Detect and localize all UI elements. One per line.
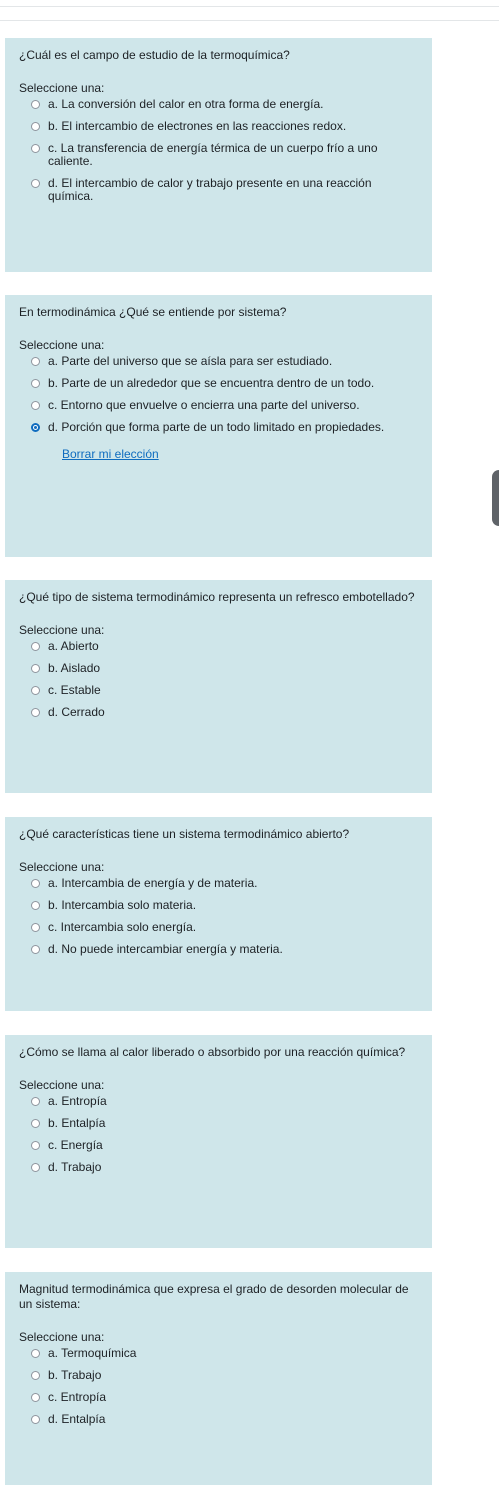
option-label: a. Abierto [48, 639, 99, 653]
option-b[interactable] [19, 1369, 418, 1382]
side-drawer-handle[interactable] [492, 470, 499, 526]
option-label: c. Entropía [48, 1390, 107, 1404]
option-label: d. El intercambio de calor y trabajo presente en una reacción química. [48, 176, 372, 203]
option-label: c. Intercambia solo energía. [48, 920, 197, 934]
radio-button[interactable] [31, 945, 40, 954]
option-c[interactable] [19, 921, 418, 934]
select-one-label: Seleccione una: [19, 623, 105, 637]
option-label: b. Entalpía [48, 1116, 106, 1130]
question-card-2 [5, 295, 432, 557]
option-d[interactable] [19, 1161, 418, 1174]
radio-button[interactable] [31, 879, 40, 888]
select-one-label: Seleccione una: [19, 81, 105, 95]
radio-button[interactable] [31, 1349, 40, 1358]
top-divider [0, 20, 499, 21]
answer-options [19, 877, 418, 956]
radio-button[interactable] [31, 664, 40, 673]
question-text: ¿Qué tipo de sistema termodinámico representa un refresco embotellado? [19, 590, 415, 604]
option-label: d. Entalpía [48, 1412, 106, 1426]
option-label: b. Intercambia solo materia. [48, 898, 197, 912]
option-b[interactable] [19, 377, 418, 390]
option-d[interactable] [19, 706, 418, 719]
answer-options [19, 1095, 418, 1174]
option-b[interactable] [19, 899, 418, 912]
radio-button[interactable] [31, 379, 40, 388]
radio-button[interactable] [31, 1097, 40, 1106]
radio-button[interactable] [31, 1371, 40, 1380]
option-label: a. Termoquímica [48, 1346, 137, 1360]
clear-choice-link[interactable]: Borrar mi elección [62, 447, 159, 461]
option-a[interactable] [19, 1347, 418, 1360]
radio-button[interactable] [31, 1415, 40, 1424]
answer-options [19, 355, 418, 434]
radio-button[interactable] [31, 1393, 40, 1402]
radio-button-selected[interactable] [31, 423, 40, 432]
question-text: ¿Cómo se llama al calor liberado o absorbido por una reacción química? [19, 1045, 406, 1059]
option-label: b. Aislado [48, 661, 101, 675]
answer-options [19, 98, 418, 203]
option-a[interactable] [19, 355, 418, 368]
option-d[interactable] [19, 943, 418, 956]
answer-options [19, 640, 418, 719]
option-label: d. No puede intercambiar energía y materia. [48, 942, 283, 956]
option-label: d. Trabajo [48, 1160, 102, 1174]
option-label: c. Energía [48, 1138, 103, 1152]
option-label: c. La transferencia de energía térmica de un cuerpo frío a uno caliente. [48, 141, 378, 168]
question-text: ¿Cuál es el campo de estudio de la termoquímica? [19, 48, 290, 62]
radio-button[interactable] [31, 1119, 40, 1128]
radio-button[interactable] [31, 401, 40, 410]
option-b[interactable] [19, 120, 418, 133]
top-divider [0, 6, 499, 7]
question-text: Magnitud termodinámica que expresa el grado de desorden molecular de un sistema: [19, 1282, 409, 1311]
question-card-3 [5, 580, 432, 793]
radio-button[interactable] [31, 901, 40, 910]
option-c[interactable] [19, 1139, 418, 1152]
option-label: c. Estable [48, 683, 101, 697]
option-label: c. Entorno que envuelve o encierra una parte del universo. [48, 398, 360, 412]
option-label: b. Parte de un alrededor que se encuentra dentro de un todo. [48, 376, 375, 390]
option-a[interactable] [19, 1095, 418, 1108]
radio-button[interactable] [31, 179, 40, 188]
option-label: b. Trabajo [48, 1368, 102, 1382]
question-card-6 [5, 1272, 432, 1485]
option-c[interactable] [19, 142, 418, 168]
radio-button[interactable] [31, 923, 40, 932]
radio-button[interactable] [31, 708, 40, 717]
radio-button[interactable] [31, 357, 40, 366]
option-c[interactable] [19, 684, 418, 697]
option-label: d. Cerrado [48, 705, 105, 719]
question-card-1 [5, 38, 432, 272]
radio-button[interactable] [31, 122, 40, 131]
radio-button[interactable] [31, 1163, 40, 1172]
radio-button[interactable] [31, 100, 40, 109]
option-a[interactable] [19, 98, 418, 111]
option-label: a. Entropía [48, 1094, 107, 1108]
option-b[interactable] [19, 1117, 418, 1130]
option-label: a. Parte del universo que se aísla para ser estudiado. [48, 354, 333, 368]
answer-options [19, 1347, 418, 1426]
option-d[interactable] [19, 177, 418, 203]
option-c[interactable] [19, 399, 418, 412]
select-one-label: Seleccione una: [19, 1330, 105, 1344]
option-a[interactable] [19, 877, 418, 890]
select-one-label: Seleccione una: [19, 860, 105, 874]
option-label: a. La conversión del calor en otra forma de energía. [48, 97, 324, 111]
option-label: a. Intercambia de energía y de materia. [48, 876, 258, 890]
radio-button[interactable] [31, 686, 40, 695]
option-b[interactable] [19, 662, 418, 675]
question-card-5 [5, 1035, 432, 1248]
select-one-label: Seleccione una: [19, 338, 105, 352]
option-d[interactable] [19, 421, 418, 434]
option-c[interactable] [19, 1391, 418, 1404]
question-text: ¿Qué características tiene un sistema termodinámico abierto? [19, 827, 350, 841]
select-one-label: Seleccione una: [19, 1078, 105, 1092]
radio-button[interactable] [31, 642, 40, 651]
radio-button[interactable] [31, 1141, 40, 1150]
option-label: d. Porción que forma parte de un todo limitado en propiedades. [48, 420, 385, 434]
question-text: En termodinámica ¿Qué se entiende por sistema? [19, 305, 287, 319]
option-label: b. El intercambio de electrones en las reacciones redox. [48, 119, 347, 133]
option-d[interactable] [19, 1413, 418, 1426]
radio-button[interactable] [31, 144, 40, 153]
option-a[interactable] [19, 640, 418, 653]
question-card-4 [5, 817, 432, 1011]
